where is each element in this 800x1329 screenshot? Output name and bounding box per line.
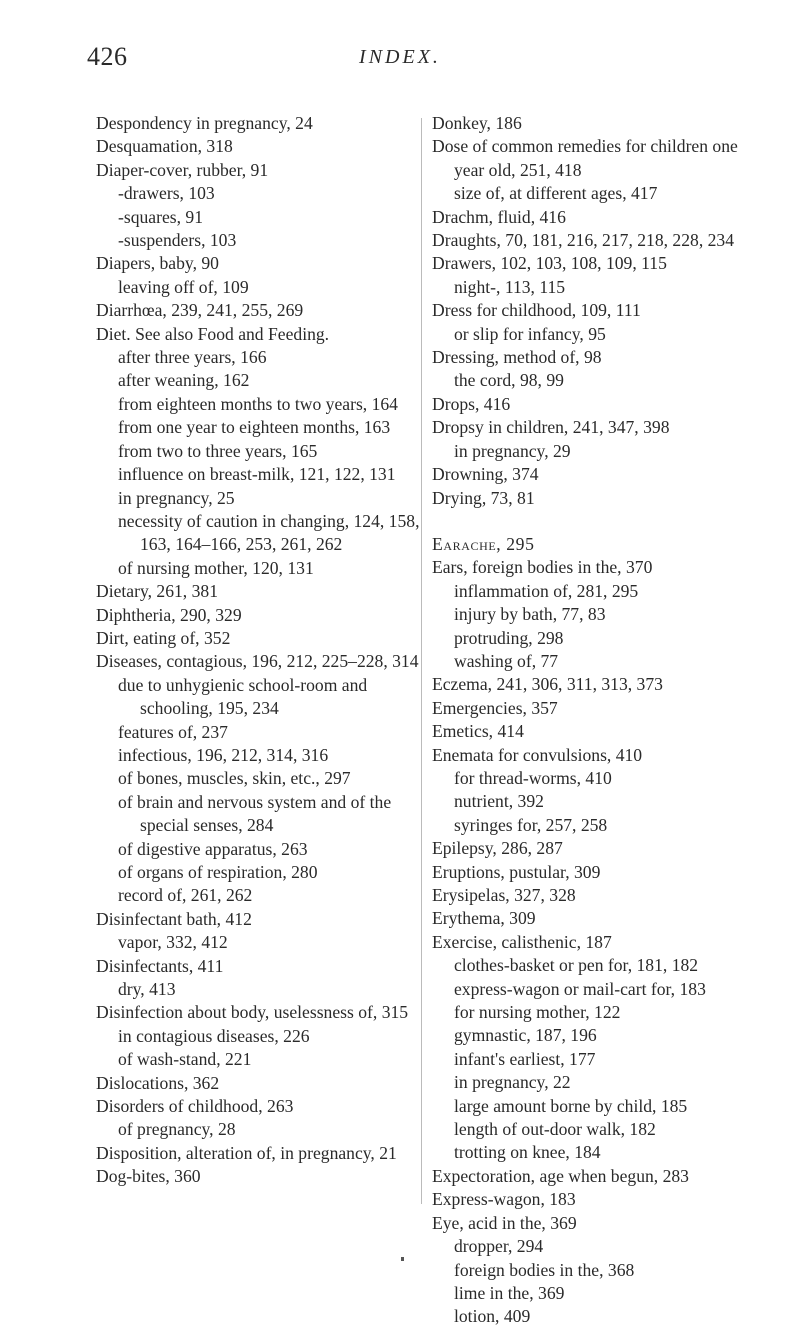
index-subentry: clothes-basket or pen for, 181, 182 [454, 955, 699, 976]
index-subentry: -drawers, 103 [118, 183, 215, 204]
index-entry: Dog-bites, 360 [96, 1166, 201, 1187]
index-entry: Erythema, 309 [432, 908, 536, 929]
index-subentry: infant's earliest, 177 [454, 1048, 596, 1069]
index-subentry: of bones, muscles, skin, etc., 297 [118, 768, 351, 789]
index-subentry: of pregnancy, 28 [118, 1119, 236, 1140]
index-entry: Despondency in pregnancy, 24 [96, 113, 313, 133]
index-entry: Epilepsy, 286, 287 [432, 838, 563, 859]
index-subentry: large amount borne by child, 185 [454, 1095, 688, 1116]
index-entry: Drying, 73, 81 [432, 487, 535, 508]
index-entry: Diaper-cover, rubber, 91 [96, 159, 269, 180]
index-entry: Disinfection about body, uselessness of, 315 [96, 1002, 409, 1023]
index-subentry: dry, 413 [118, 979, 176, 1000]
index-subentry: for thread-worms, 410 [454, 767, 612, 788]
index-subentry: lotion, 409 [454, 1306, 531, 1327]
index-entry: Diet. See also Food and Feeding. [96, 323, 330, 344]
index-column-left [96, 112, 430, 1189]
index-entry: Dropsy in children, 241, 347, 398 [432, 417, 670, 438]
index-subentry: in pregnancy, 29 [454, 440, 571, 461]
index-entry: Drawers, 102, 103, 108, 109, 115 [432, 253, 667, 274]
index-entry: Diarrhœa, 239, 241, 255, 269 [96, 300, 304, 321]
index-subentry: features of, 237 [118, 721, 228, 742]
index-subentry: from one year to eighteen months, 163 [118, 417, 391, 438]
index-subentry: syringes for, 257, 258 [454, 814, 608, 835]
index-subentry: leaving off of, 109 [118, 276, 249, 297]
index-subentry: inflammation of, 281, 295 [454, 580, 639, 601]
index-subentry: express-wagon or mail-cart for, 183 [454, 978, 706, 999]
index-subentry: nutrient, 392 [454, 791, 544, 812]
index-entry: Disinfectant bath, 412 [96, 908, 252, 929]
index-entry: Drops, 416 [432, 393, 511, 414]
index-entry: Expectoration, age when begun, 283 [432, 1165, 689, 1186]
index-entry: Dressing, method of, 98 [432, 347, 602, 368]
index-subentry: trotting on knee, 184 [454, 1142, 601, 1163]
index-subentry: dropper, 294 [454, 1236, 544, 1257]
index-subentry: after three years, 166 [118, 347, 267, 368]
index-entry: Emergencies, 357 [432, 697, 558, 718]
index-subentry: injury by bath, 77, 83 [454, 604, 606, 625]
index-subentry: from eighteen months to two years, 164 [118, 393, 398, 414]
index-entry: Dress for childhood, 109, 111 [432, 300, 641, 321]
index-subentry: in contagious diseases, 226 [118, 1025, 310, 1046]
index-subentry: washing of, 77 [454, 650, 559, 671]
index-subentry: -suspenders, 103 [118, 230, 237, 251]
index-entry: Eruptions, pustular, 309 [432, 861, 601, 882]
index-entry: Diseases, contagious, 196, 212, 225–228, 314 [96, 651, 419, 672]
index-entry: Dietary, 261, 381 [96, 581, 218, 602]
printer-mark [401, 1257, 404, 1261]
index-subentry: infectious, 196, 212, 314, 316 [118, 744, 329, 765]
index-subentry: after weaning, 162 [118, 370, 250, 391]
index-subentry: length of out-door walk, 182 [454, 1119, 656, 1140]
index-entry: Ears, foreign bodies in the, 370 [432, 557, 653, 578]
index-entry: Eye, acid in the, 369 [432, 1212, 577, 1233]
index-entry: Diphtheria, 290, 329 [96, 604, 242, 625]
index-subentry: or slip for infancy, 95 [454, 323, 606, 344]
index-subentry: gymnastic, 187, 196 [454, 1025, 597, 1046]
index-entry: Dose of common remedies for children one year old, 251, 418 [432, 136, 738, 180]
index-entry: Disorders of childhood, 263 [96, 1096, 294, 1117]
index-subentry: of organs of respiration, 280 [118, 862, 318, 882]
index-subentry: size of, at different ages, 417 [454, 183, 658, 204]
index-entry: Erysipelas, 327, 328 [432, 885, 576, 905]
section-gap [432, 510, 772, 533]
index-subentry: in pregnancy, 25 [118, 487, 235, 508]
index-entry: Draughts, 70, 181, 216, 217, 218, 228, 234 [432, 230, 735, 251]
index-entry: Emetics, 414 [432, 721, 524, 742]
index-subentry: protruding, 298 [454, 627, 564, 648]
index-subentry: from two to three years, 165 [118, 440, 318, 461]
index-entry: Drowning, 374 [432, 464, 539, 485]
running-head: INDEX. [359, 46, 441, 68]
index-subentry: lime in the, 369 [454, 1282, 565, 1303]
index-subentry: the cord, 98, 99 [454, 370, 564, 391]
index-entry: Dislocations, 362 [96, 1072, 220, 1093]
index-subentry: record of, 261, 262 [118, 885, 253, 906]
index-subentry: foreign bodies in the, 368 [454, 1259, 635, 1280]
index-entry: Donkey, 186 [432, 113, 522, 133]
column-divider [421, 118, 422, 1204]
index-subentry: night-, 113, 115 [454, 276, 566, 297]
index-subentry: of wash-stand, 221 [118, 1049, 252, 1070]
small-caps-entry-text: Earache, 295 [432, 533, 535, 554]
index-entry: Enemata for convulsions, 410 [432, 744, 643, 765]
index-entry: Disposition, alteration of, in pregnancy, 21 [96, 1142, 397, 1163]
index-entry: Eczema, 241, 306, 311, 313, 373 [432, 674, 663, 695]
index-subentry: necessity of caution in changing, 124, 158, 163, 164–166, 253, 261, 262 [118, 510, 420, 555]
index-entry: Diapers, baby, 90 [96, 253, 219, 274]
index-subentry: -squares, 91 [118, 206, 204, 227]
index-entry: Drachm, fluid, 416 [432, 206, 566, 227]
index-entry: Exercise, calisthenic, 187 [432, 931, 612, 952]
index-column-right [432, 112, 772, 1329]
index-entry: Express-wagon, 183 [432, 1189, 576, 1210]
index-subentry: of nursing mother, 120, 131 [118, 557, 314, 578]
index-subentry: vapor, 332, 412 [118, 932, 228, 953]
index-entry [432, 533, 772, 556]
index-subentry: of digestive apparatus, 263 [118, 838, 308, 859]
index-entry: Dirt, eating of, 352 [96, 627, 231, 648]
index-subentry: due to unhygienic school-room and schooling, 195, 234 [118, 674, 368, 719]
index-entry: Desquamation, 318 [96, 136, 233, 157]
index-entry: Disinfectants, 411 [96, 955, 224, 976]
index-subentry: influence on breast-milk, 121, 122, 131 [118, 464, 396, 485]
index-subentry: for nursing mother, 122 [454, 1002, 621, 1023]
index-subentry: in pregnancy, 22 [454, 1072, 571, 1093]
page-number: 426 [87, 42, 128, 71]
index-subentry: of brain and nervous system and of the special senses, 284 [118, 791, 392, 836]
